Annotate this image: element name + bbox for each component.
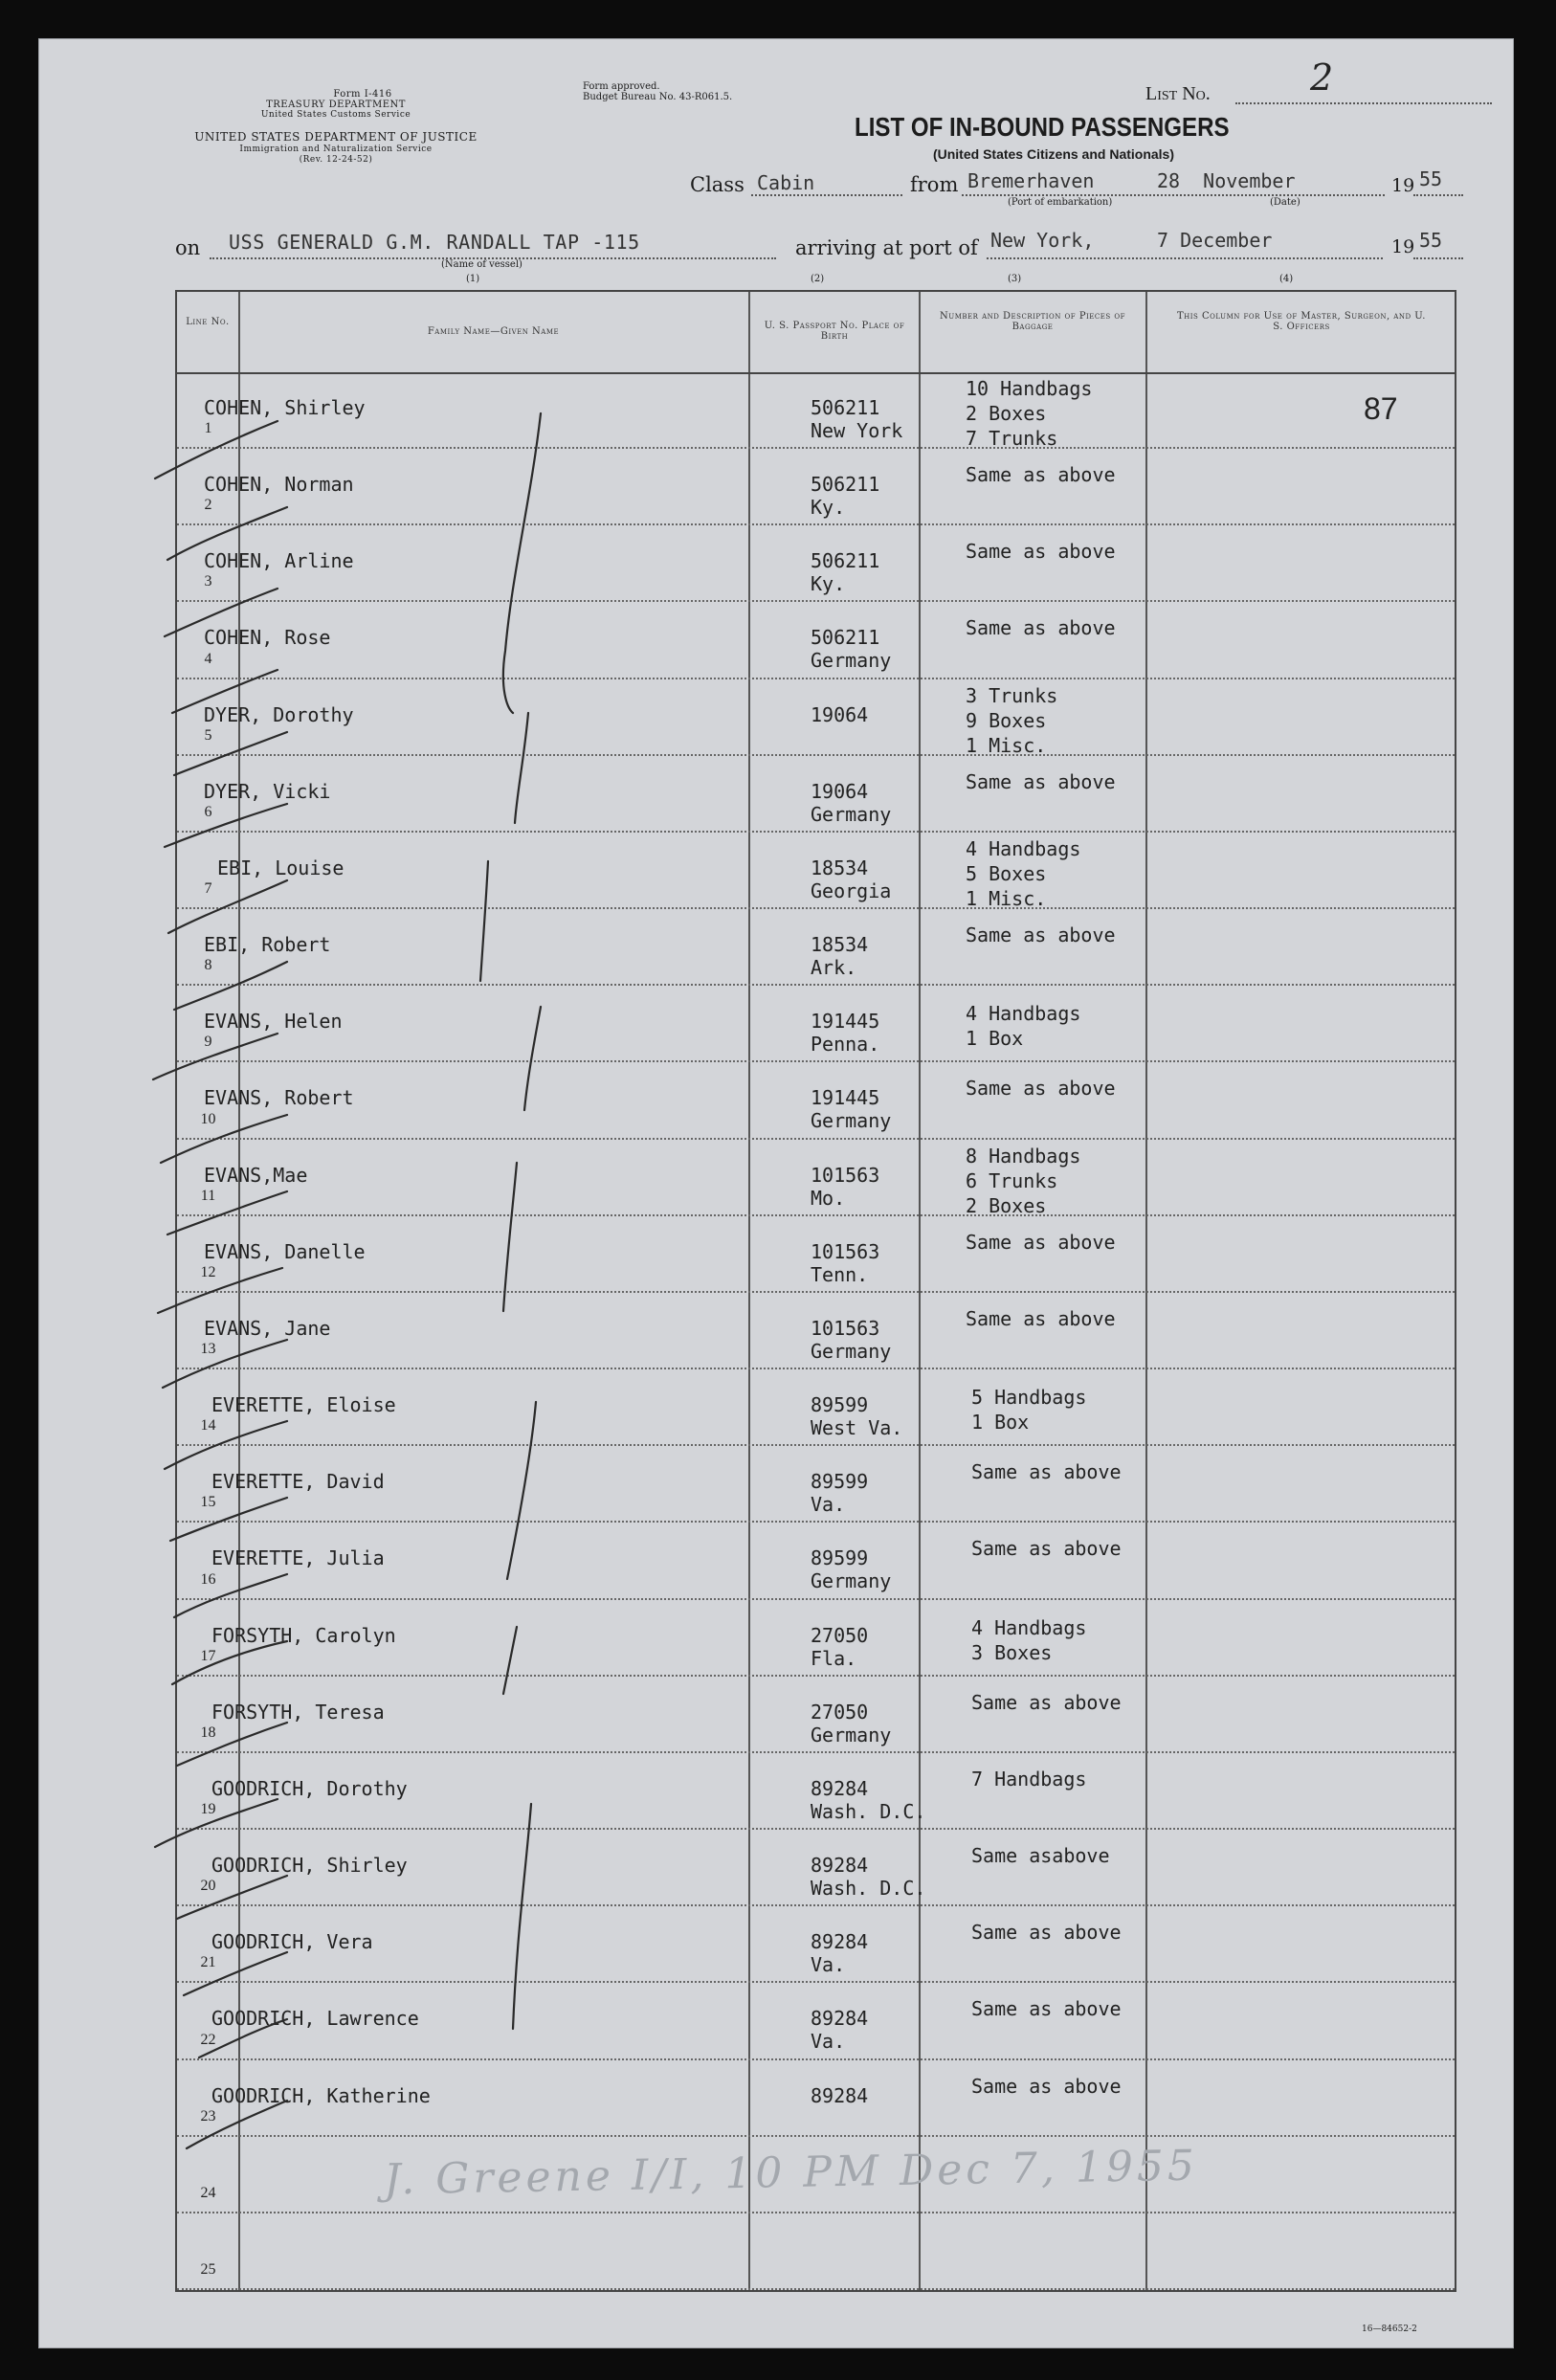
passport-number: 18534 [811,933,869,957]
treasury-department: TREASURY DEPARTMENT [266,100,406,110]
arrival-date: 7 December [1157,229,1273,252]
passenger-name: COHEN, Arline [204,549,354,573]
passport-number: 89284 [811,2083,869,2107]
baggage-item: 7 Trunks [966,427,1058,450]
passenger-name: EVANS, Robert [204,1086,354,1110]
header-name: Family Name—Given Name [427,326,560,337]
passenger-name: GOODRICH, Dorothy [211,1776,408,1800]
departure-year: 55 [1419,167,1443,190]
baggage-item: Same as above [966,616,1116,640]
line-number: 23 [200,2107,216,2124]
class-label: Class [690,173,745,196]
place-of-birth: Penna. [811,1033,880,1057]
baggage-item: 2 Boxes [966,402,1047,425]
form-title: LIST OF IN-BOUND PASSENGERS [855,112,1230,142]
baggage-item: Same as above [971,1997,1122,2021]
baggage-item: Same as above [971,1690,1122,1714]
passport-number: 27050 [811,1623,869,1647]
passport-number: 19064 [811,702,869,726]
place-of-birth: New York [811,419,903,442]
line-number: 1 [204,420,212,437]
passport-number: 89599 [811,1470,869,1494]
baggage-item: Same as above [966,540,1116,564]
header-baggage: Number and Description of Pieces of Baggage [940,311,1125,332]
line-number: 5 [204,726,212,744]
line-number: 10 [200,1110,216,1127]
baggage-item: Same as above [971,1537,1122,1561]
passenger-name: EVANS, Helen [204,1010,343,1034]
date-caption: (Date) [1270,197,1300,208]
baggage-item: 10 Handbags [966,377,1093,400]
port-embark-caption: (Port of embarkation) [1008,197,1113,208]
passenger-name: EVANS,Mae [204,1163,308,1187]
baggage-item: Same asabove [971,1844,1110,1868]
form-subtitle: (United States Citizens and Nationals) [932,146,1175,162]
passenger-name: COHEN, Norman [204,473,354,497]
form-approved: Form approved. [583,81,660,92]
line-number: 25 [200,2261,216,2278]
place-of-birth: Germany [811,649,892,673]
form-number: Form I-416 [333,89,392,100]
passenger-name: EBI, Robert [204,933,331,957]
year-prefix: 19 [1391,236,1415,257]
baggage-item: 1 Box [971,1411,1030,1435]
line-number: 18 [200,1724,216,1741]
place-of-birth: Germany [811,1569,892,1593]
passenger-name: DYER, Vicki [204,779,331,803]
baggage-item: 1 Misc. [966,733,1047,757]
passenger-name: COHEN, Shirley [204,396,366,419]
passport-number: 101563 [811,1163,880,1187]
line-number: 19 [200,1801,216,1818]
passport-number: 89284 [811,1854,869,1878]
officer-note: 87 [1364,391,1398,426]
from-label: from [910,173,959,196]
line-number: 22 [200,2031,216,2048]
baggage-item: 1 Misc. [966,886,1047,910]
baggage-item: Same as above [971,1460,1122,1484]
line-number: 3 [204,573,212,590]
baggage-item: Same as above [966,1306,1116,1330]
passport-number: 506211 [811,396,880,419]
passport-number: 89284 [811,2007,869,2031]
line-number: 24 [200,2184,216,2201]
passport-number: 89599 [811,1393,869,1417]
baggage-item: 7 Handbags [971,1767,1087,1791]
baggage-item: 2 Boxes [966,1193,1047,1217]
place-of-birth: Germany [811,1723,892,1746]
passport-number: 89284 [811,1930,869,1954]
baggage-item: 4 Handbags [966,836,1081,860]
column-mark-4: (4) [1279,274,1294,284]
line-number: 7 [204,880,212,898]
baggage-item: 9 Boxes [966,708,1047,732]
line-number: 11 [200,1187,216,1204]
place-of-birth: Ky. [811,572,846,596]
passenger-name: GOODRICH, Katherine [211,2083,431,2107]
passport-number: 18534 [811,856,869,879]
passport-number: 89599 [811,1546,869,1570]
passport-number: 506211 [811,549,880,573]
baggage-item: 5 Boxes [966,861,1047,885]
line-number: 16 [200,1570,216,1588]
place-of-birth: Wash. D.C. [811,1799,926,1823]
class-value: Cabin [757,171,815,194]
passenger-name: DYER, Dorothy [204,702,354,726]
passenger-name: EVERETTE, Eloise [211,1393,396,1417]
baggage-item: 4 Handbags [966,1002,1081,1026]
baggage-item: Same as above [966,769,1116,793]
baggage-item: 5 Handbags [971,1386,1087,1410]
line-number: 20 [200,1878,216,1895]
passenger-name: FORSYTH, Teresa [211,1700,385,1724]
place-of-birth: Va. [811,2030,846,2054]
arriving-label: arriving at port of [795,236,978,259]
passenger-name: COHEN, Rose [204,626,331,650]
passport-number: 101563 [811,1316,880,1340]
passport-number: 506211 [811,626,880,650]
footer-code: 16—84652-2 [1362,2324,1417,2334]
departure-date: 28 November [1157,169,1296,192]
header-officers: This Column for Use of Master, Surgeon, and U. S. Officers [1177,311,1426,332]
justice-department: UNITED STATES DEPARTMENT OF JUSTICE [194,130,478,144]
place-of-birth: Germany [811,802,892,826]
column-mark-1: (1) [466,274,480,284]
baggage-item: Same as above [971,2074,1122,2098]
line-number: 4 [204,650,212,667]
line-number: 12 [200,1263,216,1280]
baggage-item: Same as above [966,463,1116,487]
revision-date: (Rev. 12-24-52) [299,155,373,165]
place-of-birth: Ark. [811,956,857,980]
baggage-item: 4 Handbags [971,1615,1087,1639]
passport-number: 191445 [811,1010,880,1034]
passport-number: 19064 [811,779,869,803]
line-number: 13 [200,1341,216,1358]
budget-bureau-number: Budget Bureau No. 43-R061.5. [583,92,733,102]
place-of-birth: Tenn. [811,1262,869,1286]
baggage-item: Same as above [971,1921,1122,1945]
header-passport: U. S. Passport No. Place of Birth [764,321,905,342]
place-of-birth: Germany [811,1109,892,1133]
list-no-label: List No. [1145,83,1211,104]
place-of-birth: Germany [811,1339,892,1363]
line-number: 8 [204,957,212,974]
arrival-year: 55 [1419,229,1443,252]
place-of-birth: Va. [811,1953,846,1977]
passport-number: 27050 [811,1700,869,1724]
line-number: 6 [204,803,212,820]
line-number: 17 [200,1647,216,1664]
vessel-caption: (Name of vessel) [441,259,522,270]
line-number: 15 [200,1494,216,1511]
passenger-name: EVANS, Jane [204,1316,331,1340]
embark-port: Bremerhaven [967,169,1095,192]
column-mark-2: (2) [811,274,825,284]
vessel-name: USS GENERALD G.M. RANDALL TAP -115 [229,231,640,254]
passenger-name: GOODRICH, Lawrence [211,2007,419,2031]
place-of-birth: Ky. [811,496,846,520]
baggage-item: 1 Box [966,1027,1024,1051]
immigration-officer-signature: J. Greene I/I, 10 PM Dec 7, 1955 [383,2141,1199,2205]
passport-number: 191445 [811,1086,880,1110]
line-number: 2 [204,497,212,514]
header-line-no: Line No. [186,317,230,327]
place-of-birth: Georgia [811,879,892,902]
passport-number: 101563 [811,1239,880,1263]
baggage-item: 8 Handbags [966,1144,1081,1168]
passport-number: 506211 [811,473,880,497]
passenger-name: EVERETTE, David [211,1470,385,1494]
line-number: 14 [200,1417,216,1435]
baggage-item: Same as above [966,1077,1116,1101]
place-of-birth: Fla. [811,1646,857,1670]
place-of-birth: Va. [811,1493,846,1517]
baggage-item: 3 Trunks [966,683,1058,707]
place-of-birth: West Va. [811,1416,903,1440]
passenger-name: GOODRICH, Shirley [211,1854,408,1878]
place-of-birth: Wash. D.C. [811,1877,926,1901]
year-prefix: 19 [1391,175,1415,196]
baggage-item: 6 Trunks [966,1168,1058,1192]
baggage-item: 3 Boxes [971,1640,1053,1664]
passenger-name: FORSYTH, Carolyn [211,1623,396,1647]
passenger-name: EBI, Louise [217,856,345,879]
arrival-port: New York, [990,229,1095,252]
column-mark-3: (3) [1008,274,1022,284]
on-label: on [175,236,201,259]
immigration-service: Immigration and Naturalization Service [239,145,433,154]
passport-number: 89284 [811,1776,869,1800]
customs-service: United States Customs Service [260,110,411,120]
passenger-name: EVERETTE, Julia [211,1546,385,1570]
line-number: 9 [204,1034,212,1051]
passenger-name: EVANS, Danelle [204,1239,366,1263]
baggage-item: Same as above [966,1230,1116,1254]
place-of-birth: Mo. [811,1186,846,1210]
line-number: 21 [200,1954,216,1971]
baggage-item: Same as above [966,923,1116,947]
passenger-name: GOODRICH, Vera [211,1930,373,1954]
list-no-value: 2 [1310,56,1334,99]
